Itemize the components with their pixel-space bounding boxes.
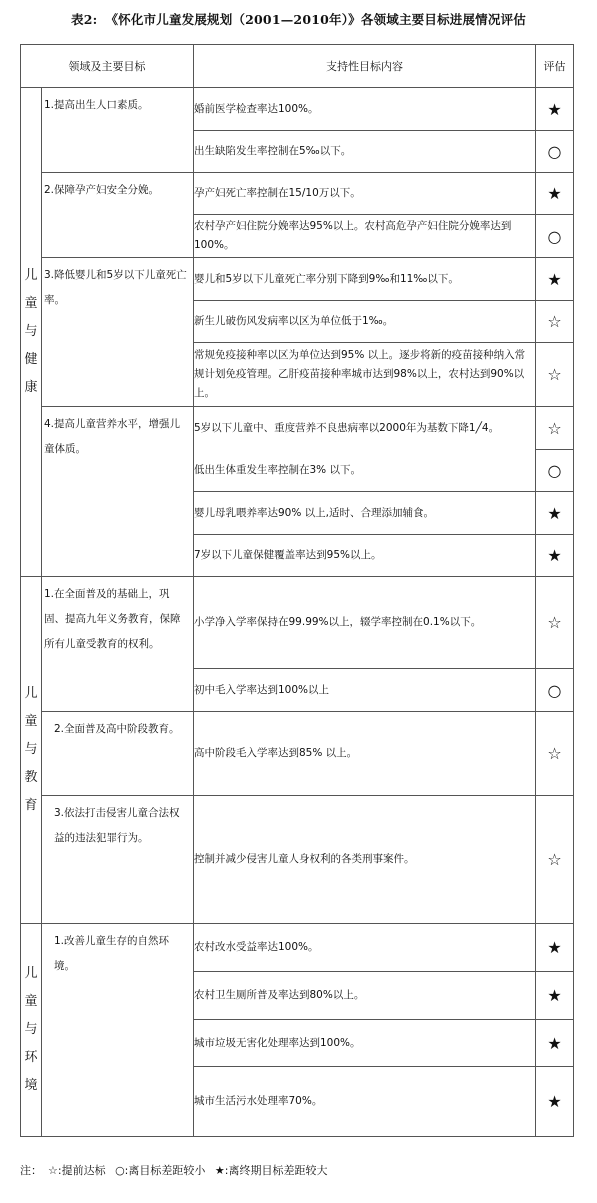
eval-mark: ★ <box>536 924 574 972</box>
eval-mark: ☆ <box>536 407 574 450</box>
table-row <box>21 577 574 669</box>
eval-mark: ★ <box>536 88 574 131</box>
content-cell: 农村卫生厕所普及率达到80%以上。 <box>194 972 536 1020</box>
evaluation-table <box>20 44 574 1137</box>
eval-mark: ★ <box>536 258 574 301</box>
content-cell: 常规免疫接种率以区为单位达到95% 以上。逐步将新的疫苗接种纳入常规计划免疫管理。乙肝疫苗接种率城市达到98%以上，农村达到90%以上。 <box>194 343 536 407</box>
eval-mark: ☆ <box>536 301 574 343</box>
goal-education-3: 3.依法打击侵害儿童合法权益的违法犯罪行为。 <box>42 796 194 924</box>
content-cell: 孕产妇死亡率控制在15/10万以下。 <box>194 173 536 215</box>
eval-mark: ☆ <box>536 577 574 669</box>
table-title <box>0 10 597 28</box>
eval-mark: ○ <box>536 215 574 258</box>
goal-education-2: 2.全面普及高中阶段教育。 <box>42 712 194 796</box>
eval-mark: ★ <box>536 1020 574 1067</box>
goal-health-1: 1.提高出生人口素质。 <box>42 88 194 173</box>
content-cell: 婴儿母乳喂养率达90% 以上,适时、合理添加辅食。 <box>194 492 536 535</box>
content-cell: 城市生活污水处理率70%。 <box>194 1067 536 1137</box>
eval-mark: ○ <box>536 450 574 492</box>
table-row <box>21 924 574 972</box>
content-cell: 小学净入学率保持在99.99%以上，辍学率控制在0.1%以下。 <box>194 577 536 669</box>
content-cell: 出生缺陷发生率控制在5‰以下。 <box>194 131 536 173</box>
table-row <box>21 258 574 301</box>
domain-health: 儿童与健康 <box>21 88 42 577</box>
header-content: 支持性目标内容 <box>194 45 536 88</box>
content-cell: 低出生体重发生率控制在3% 以下。 <box>194 450 536 492</box>
goal-health-3: 3.降低婴儿和5岁以下儿童死亡率。 <box>42 258 194 407</box>
content-cell: 婚前医学检查率达100%。 <box>194 88 536 131</box>
eval-mark: ☆ <box>536 343 574 407</box>
content-cell: 农村改水受益率达100%。 <box>194 924 536 972</box>
table-number: 表2: <box>71 12 98 27</box>
note-ahead: ☆:提前达标 <box>48 1164 106 1177</box>
content-cell: 7岁以下儿童保健覆盖率达到95%以上。 <box>194 535 536 577</box>
table-row <box>21 796 574 924</box>
table-row <box>21 712 574 796</box>
domain-environment: 儿童与环境 <box>21 924 42 1137</box>
header-row <box>21 45 574 88</box>
table-title-text: 《怀化市儿童发展规划（2001—2010年）》各领域主要目标进展情况评估 <box>105 12 526 27</box>
goal-education-1: 1.在全面普及的基础上，巩固、提高九年义务教育，保障所有儿童受教育的权利。 <box>42 577 194 712</box>
eval-mark: ☆ <box>536 796 574 924</box>
content-cell: 5岁以下儿童中、重度营养不良患病率以2000年为基数下降1╱4。 <box>194 407 536 450</box>
eval-mark: ★ <box>536 972 574 1020</box>
header-domain-goal: 领域及主要目标 <box>21 45 194 88</box>
table-row <box>21 407 574 450</box>
content-cell: 婴儿和5岁以下儿童死亡率分别下降到9‰和11‰以下。 <box>194 258 536 301</box>
eval-mark: ★ <box>536 492 574 535</box>
note-large-gap: ★:离终期目标差距较大 <box>214 1164 328 1177</box>
legend-note <box>20 1162 333 1178</box>
goal-health-4: 4.提高儿童营养水平，增强儿童体质。 <box>42 407 194 577</box>
content-cell: 初中毛入学率达到100%以上 <box>194 669 536 712</box>
table-row <box>21 88 574 131</box>
eval-mark: ☆ <box>536 712 574 796</box>
table-row <box>21 173 574 215</box>
content-cell: 城市垃圾无害化处理率达到100%。 <box>194 1020 536 1067</box>
eval-mark: ○ <box>536 131 574 173</box>
domain-education: 儿童与教育 <box>21 577 42 924</box>
content-cell: 农村孕产妇住院分娩率达95%以上。农村高危孕产妇住院分娩率达到100%。 <box>194 215 536 258</box>
content-cell: 控制并减少侵害儿童人身权利的各类刑事案件。 <box>194 796 536 924</box>
eval-mark: ★ <box>536 535 574 577</box>
eval-mark: ★ <box>536 1067 574 1137</box>
eval-mark: ★ <box>536 173 574 215</box>
eval-mark: ○ <box>536 669 574 712</box>
header-eval: 评估 <box>536 45 574 88</box>
note-small-gap: ○:离目标差距较小 <box>115 1164 206 1177</box>
goal-environment-1: 1.改善儿童生存的自然环境。 <box>42 924 194 1137</box>
note-prefix: 注： <box>20 1164 42 1177</box>
goal-health-2: 2.保障孕产妇安全分娩。 <box>42 173 194 258</box>
content-cell: 高中阶段毛入学率达到85% 以上。 <box>194 712 536 796</box>
content-cell: 新生儿破伤风发病率以区为单位低于1‰。 <box>194 301 536 343</box>
